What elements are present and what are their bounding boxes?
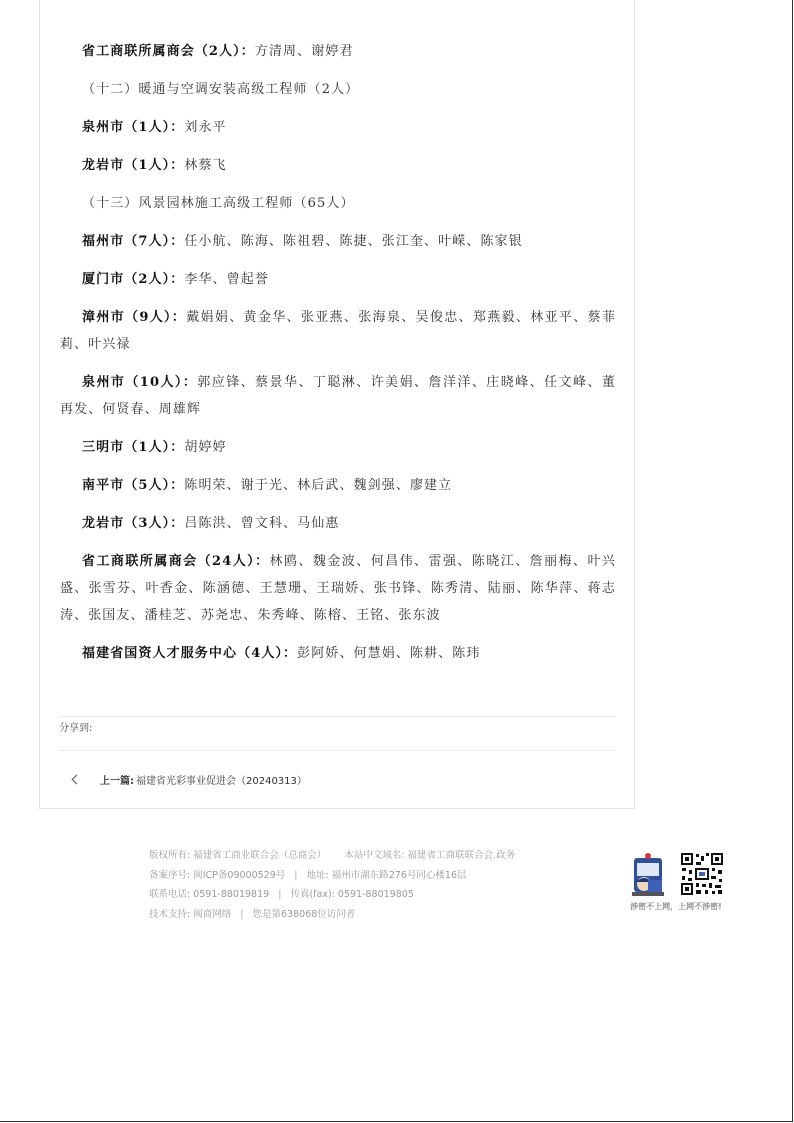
names-list: 彭阿娇、何慧娟、陈耕、陈玮 (297, 646, 481, 661)
group-label: 泉州市（1人）： (82, 120, 185, 135)
names-list: 任小航、陈海、陈祖碧、陈捷、张江奎、叶嵘、陈家银 (184, 234, 523, 249)
group-label: 省工商联所属商会（24人）： (82, 554, 270, 569)
group-label: 龙岩市（1人）： (82, 158, 185, 173)
group-label: 三明市（1人）： (82, 440, 185, 455)
security-badge (620, 850, 732, 920)
separator: | (278, 889, 282, 900)
group-label: 省工商联所属商会（2人）： (82, 44, 255, 59)
article-paragraph (60, 548, 616, 629)
article-paragraph (60, 369, 616, 423)
domain-label: 本站中文域名: (344, 850, 405, 861)
fax-label: 传真(fax): (290, 889, 335, 900)
article-paragraph (60, 434, 616, 461)
separator: | (240, 908, 244, 920)
names-list: 林蔡飞 (184, 158, 227, 173)
group-label: 泉州市（10人）： (82, 375, 198, 390)
names-list: 吕陈洪、曾文科、马仙惠 (184, 516, 340, 531)
qr-code-icon[interactable] (680, 852, 724, 896)
section-heading-text: （十三）风景园林施工高级工程师（65人） (82, 196, 355, 211)
visitor-count: 您是第638068位访问者 (252, 908, 356, 920)
domain-value: 福建省工商联联合会.政务 (407, 850, 516, 861)
article-paragraph (60, 304, 616, 358)
article-paragraph (60, 38, 616, 65)
share-bar (59, 716, 616, 734)
separator: | (294, 869, 298, 881)
copyright-value: 福建省工商业联合会（总商会） (193, 850, 327, 861)
names-list: 方清周、谢婷君 (254, 44, 354, 59)
chevron-left-icon[interactable] (72, 775, 82, 785)
divider (59, 750, 616, 751)
article-paragraph (60, 152, 616, 179)
article-body (60, 38, 616, 678)
names-list: 郭应锋、蔡景华、丁聪淋、许美娟、詹洋洋、庄晓峰、任文峰、董再发、何贤春、周雄辉 (60, 375, 616, 417)
group-label: 厦门市（2人）： (82, 272, 185, 287)
section-heading (60, 76, 616, 103)
prev-article-title[interactable]: 福建省光彩事业促进会（20240313） (136, 776, 307, 787)
icp-link[interactable]: 闽ICP备09000529号 (193, 869, 286, 881)
copyright-label: 版权所有: (149, 850, 191, 861)
footer-copyright-line (149, 846, 515, 866)
group-label: 龙岩市（3人）： (82, 516, 185, 531)
support-label: 技术支持: (149, 908, 191, 920)
phone-label: 联系电话: (149, 889, 191, 900)
address-label: 地址: (306, 869, 329, 881)
names-list: 刘永平 (184, 120, 227, 135)
article-paragraph (60, 640, 616, 667)
group-label: 漳州市（9人）： (82, 310, 187, 325)
article-paragraph (60, 266, 616, 293)
names-list: 李华、曾起誉 (184, 272, 269, 287)
group-label: 福建省国资人才服务中心（4人）： (82, 646, 298, 661)
site-footer (149, 846, 515, 924)
names-list: 胡婷婷 (184, 440, 227, 455)
group-label: 福州市（7人）： (82, 234, 185, 249)
article-paragraph (60, 510, 616, 537)
names-list: 戴娟娟、黄金华、张亚燕、张海泉、吴俊忠、郑燕毅、林亚平、蔡菲莉、叶兴禄 (60, 310, 616, 352)
icp-label: 备案序号: (149, 869, 191, 881)
phone-value: 0591-88019819 (193, 889, 270, 900)
article-paragraph (60, 114, 616, 141)
prev-article-label: 上一篇: (100, 776, 134, 787)
section-heading (60, 190, 616, 217)
article-paragraph (60, 228, 616, 255)
police-badge-icon[interactable] (626, 852, 670, 898)
security-slogan: 涉密不上网，上网不涉密! (630, 902, 722, 911)
group-label: 南平市（5人）： (82, 478, 185, 493)
address-value: 福州市湖东路276号同心楼16层 (331, 869, 467, 881)
prev-article-link[interactable] (70, 772, 307, 787)
fax-value: 0591-88019805 (337, 889, 414, 900)
footer-contact-line (149, 885, 515, 905)
section-heading-text: （十二）暖通与空调安装高级工程师（2人） (82, 82, 360, 97)
footer-icp-line (149, 866, 515, 886)
names-list: 林鸥、魏金波、何昌伟、雷强、陈晓江、詹丽梅、叶兴盛、张雪芬、叶香金、陈涵德、王慧珊、王瑞娇、张书锋、陈秀清、陆丽、陈华萍、蒋志涛、张国友、潘桂芝、苏尧忠、朱秀峰、陈榕、王铭、张东波 (60, 554, 616, 623)
article-paragraph (60, 472, 616, 499)
share-label: 分享到: (59, 723, 93, 734)
footer-support-line (149, 905, 515, 925)
support-link[interactable]: 闽商网络 (193, 908, 232, 920)
names-list: 陈明荣、谢于光、林后武、魏剑强、廖建立 (184, 478, 453, 493)
